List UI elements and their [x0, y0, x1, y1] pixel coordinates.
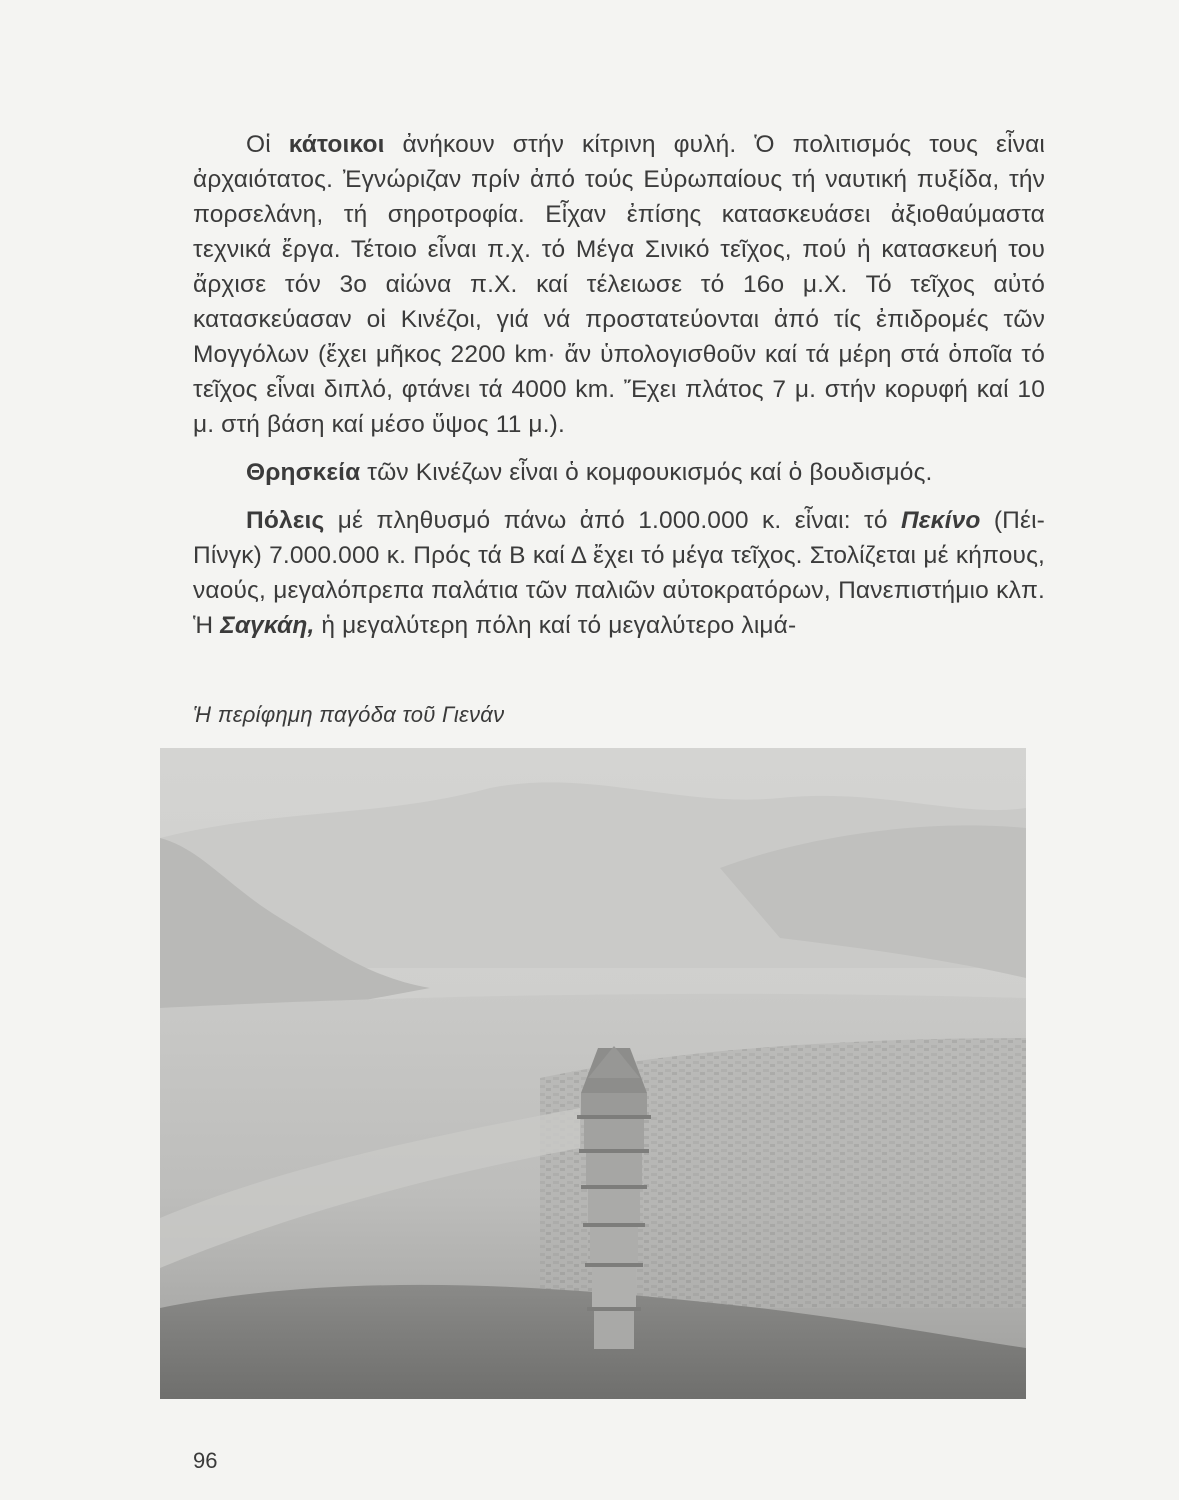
photo-caption: Ἡ περίφημη παγόδα τοῦ Γιενάν [193, 702, 505, 727]
pagoda-photo-illustration [160, 748, 1026, 1399]
paragraph-inhabitants [193, 127, 1045, 442]
paragraph-religion [193, 455, 1045, 490]
text-span: τῶν Κινέζων εἶναι ὁ κομφουκισμός καί ὁ βουδισμός. [360, 459, 933, 486]
keyword-inhabitants: κάτοικοι [288, 131, 385, 158]
keyword-cities: Πόλεις [246, 507, 325, 534]
paragraph-cities [193, 503, 1045, 643]
text-span: Οἱ [246, 131, 289, 158]
keyword-religion: Θρησκεία [246, 459, 361, 486]
text-span: (Πέι-Πίνγκ) 7.000.000 κ. Πρός τά Β καί Δ ἔχει τό μέγα τεῖχος. Στολίζεται μέ κήπους, ναούς, μεγαλόπρεπα παλάτια τῶν παλιῶν αὐτοκρατόρων, Πανεπιστήμιο κλπ. Ἡ [193, 507, 1045, 639]
text-span: μέ πληθυσμό πάνω ἀπό 1.000.000 κ. εἶναι: τό [324, 507, 901, 534]
text-span: ἀνήκουν στήν κίτρινη φυλή. Ὁ πολιτισμός τους εἶναι ἀρχαιότατος. Ἐγνώριζαν πρίν ἀπό τούς Εὐρωπαίους τή ναυτική πυξίδα, τήν πορσελάνη, τή σηροτροφία. Εἶχαν ἐπίσης κατασκευάσει ἀξιοθαύμαστα τεχνικά ἔργα. Τέτοιο εἶναι π.χ. τό Μέγα Σινικό τεῖχος, πού ἡ κατασκευή του ἄρχισε τόν 3ο αἰώνα π.Χ. καί τέλειωσε τό 16ο μ.Χ. Τό τεῖχος αὐτό κατασκεύασαν οἱ Κινέζοι, γιά νά προστατεύονται ἀπό τίς ἐπιδρομές τῶν Μογγόλων (ἔχει μῆκος 2200 km· ἄν ὑπολογισθοῦν καί τά μέρη στά ὁποῖα τό τεῖχος εἶναι διπλό, φτάνει τά 4000 km. Ἔχει πλάτος 7 μ. στήν κορυφή καί 10 μ. στή βάση καί μέσο ὕψος 11 μ.). [193, 131, 1045, 438]
text-span: ἡ μεγαλύτερη πόλη καί τό μεγαλύτερο λιμά- [314, 612, 797, 639]
page-number: 96 [193, 1448, 218, 1473]
body-text [193, 127, 1045, 643]
pagoda-photo [160, 748, 1026, 1399]
keyword-peking: Πεκίνο [901, 507, 981, 534]
keyword-shanghai: Σαγκάη, [220, 612, 315, 639]
